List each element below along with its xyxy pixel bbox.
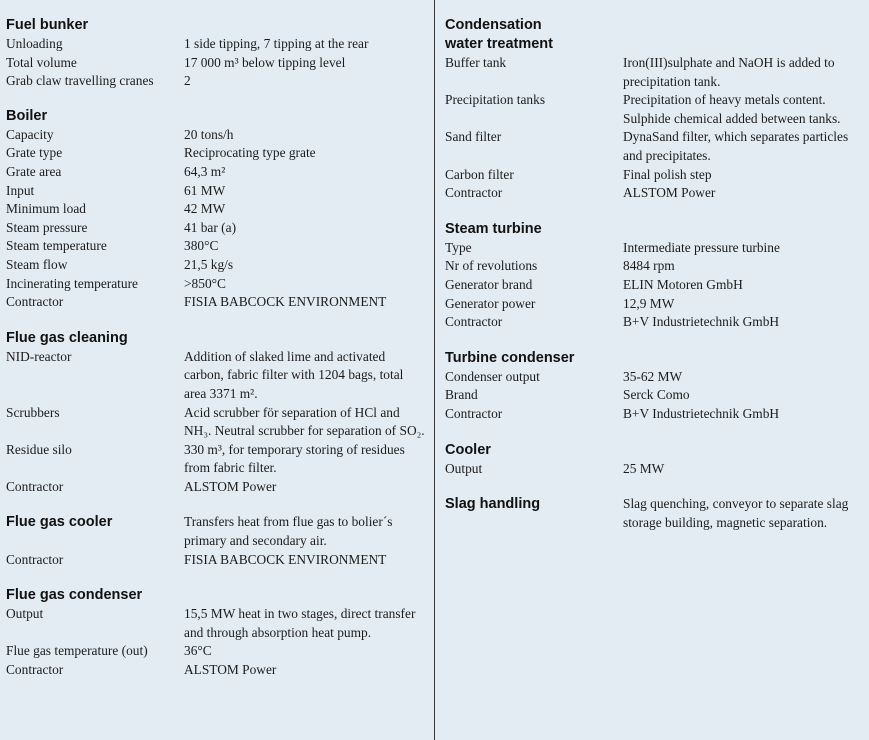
spec-value: Transfers heat from flue gas to bolier´s primary and secondary air. bbox=[184, 514, 393, 549]
spec-row bbox=[445, 276, 865, 295]
spec-row bbox=[445, 460, 865, 479]
spec-value: 21,5 kg/s bbox=[184, 256, 234, 272]
section-slag-handling bbox=[445, 478, 865, 532]
spec-label: Contractor bbox=[445, 314, 503, 330]
spec-value: Final polish step bbox=[623, 166, 712, 182]
spec-label: Scrubbers bbox=[6, 404, 60, 420]
spec-value: 2 bbox=[184, 73, 191, 89]
spec-value: ALSTOM Power bbox=[184, 478, 277, 494]
spec-value: 41 bar (a) bbox=[184, 219, 237, 235]
spec-row bbox=[6, 144, 426, 163]
spec-value: Slag quenching, conveyor to separate slag storage building, magnetic separation. bbox=[623, 496, 849, 530]
spec-label: Contractor bbox=[445, 405, 503, 421]
spec-row bbox=[6, 72, 426, 91]
spec-row bbox=[445, 239, 865, 258]
spec-label: Type bbox=[445, 239, 472, 255]
spec-value: 42 MW bbox=[184, 201, 226, 217]
spec-label: Brand bbox=[445, 387, 478, 403]
spec-label: Buffer tank bbox=[445, 55, 507, 70]
spec-value: 17 000 m³ below tipping level bbox=[184, 54, 346, 70]
spec-label: NID-reactor bbox=[6, 348, 72, 364]
spec-value: Iron(III)sulphate and NaOH is added to precipitation tank. bbox=[623, 55, 835, 89]
spec-row bbox=[445, 405, 865, 424]
spec-label: Output bbox=[6, 606, 44, 622]
spec-row bbox=[445, 295, 865, 314]
spec-value: FISIA BABCOCK ENVIRONMENT bbox=[184, 294, 387, 310]
spec-row bbox=[445, 386, 865, 405]
spec-value: Intermediate pressure turbine bbox=[623, 239, 780, 255]
spec-value: >850°C bbox=[184, 275, 226, 291]
section-boiler bbox=[6, 91, 426, 312]
section-heading: Flue gas cooler bbox=[6, 514, 113, 531]
spec-value: Precipitation of heavy metals content. Sulphide chemical added between tanks. bbox=[623, 92, 841, 126]
spec-value: 8484 rpm bbox=[623, 258, 675, 274]
section-heading: Turbine condenser bbox=[445, 349, 575, 366]
spec-row bbox=[6, 237, 426, 256]
spec-value: B+V Industrietechnik GmbH bbox=[623, 405, 780, 421]
section-turbine-condenser bbox=[445, 332, 865, 424]
spec-row bbox=[6, 293, 426, 312]
spec-label: Steam flow bbox=[6, 256, 68, 272]
spec-value: ALSTOM Power bbox=[623, 185, 716, 201]
spec-value: Reciprocating type grate bbox=[184, 145, 316, 161]
left-column bbox=[6, 0, 426, 680]
section-heading: Condensation water treatment bbox=[445, 17, 553, 52]
spec-value: 61 MW bbox=[184, 182, 226, 198]
spec-value: 20 tons/h bbox=[184, 126, 234, 142]
section-heading: Fuel bunker bbox=[6, 17, 89, 33]
spec-row bbox=[445, 495, 865, 532]
spec-row bbox=[445, 257, 865, 276]
spec-row bbox=[6, 219, 426, 238]
spec-value: DynaSand filter, which separates particles and precipitates. bbox=[623, 129, 849, 163]
spec-label: Generator brand bbox=[445, 276, 533, 292]
spec-label: Incinerating temperature bbox=[6, 275, 138, 291]
spec-label: Condenser output bbox=[445, 368, 540, 384]
spec-row bbox=[6, 661, 426, 680]
spec-label: Carbon filter bbox=[445, 166, 514, 182]
spec-row bbox=[6, 275, 426, 294]
spec-value: Serck Como bbox=[623, 387, 690, 403]
spec-value: 330 m³, for temporary storing of residues from fabric filter. bbox=[184, 441, 405, 476]
spec-value: 380°C bbox=[184, 238, 219, 254]
spec-label: Minimum load bbox=[6, 201, 86, 217]
spec-row bbox=[6, 551, 426, 570]
spec-value: FISIA BABCOCK ENVIRONMENT bbox=[184, 551, 387, 567]
spec-row bbox=[6, 163, 426, 182]
section-fuel-bunker bbox=[6, 0, 426, 91]
spec-value: 35-62 MW bbox=[623, 368, 683, 384]
spec-value: Acid scrubber för separation of HCl and NH₃. Neutral scrubber for separation of SO₂. bbox=[184, 404, 425, 439]
spec-label: Contractor bbox=[6, 551, 64, 567]
spec-row bbox=[445, 184, 865, 203]
spec-row bbox=[6, 478, 426, 497]
spec-value: 25 MW bbox=[623, 460, 665, 476]
spec-label: Grate type bbox=[6, 145, 63, 161]
spec-label: Nr of revolutions bbox=[445, 258, 538, 274]
spec-row bbox=[6, 642, 426, 661]
section-heading: Flue gas cleaning bbox=[6, 329, 128, 346]
spec-row bbox=[445, 128, 865, 165]
spec-label: Residue silo bbox=[6, 441, 72, 457]
spec-row bbox=[6, 404, 426, 441]
spec-label: Steam temperature bbox=[6, 238, 107, 254]
spec-value: 12,9 MW bbox=[623, 295, 675, 311]
spec-label: Contractor bbox=[445, 185, 503, 201]
section-heading: Steam turbine bbox=[445, 220, 542, 237]
spec-label: Sand filter bbox=[445, 129, 502, 145]
spec-row bbox=[445, 368, 865, 387]
spec-label: Generator power bbox=[445, 295, 536, 311]
spec-label: Grate area bbox=[6, 163, 62, 179]
spec-label: Precipitation tanks bbox=[445, 92, 546, 108]
spec-label: Grab claw travelling cranes bbox=[6, 73, 154, 89]
spec-value: B+V Industrietechnik GmbH bbox=[623, 314, 780, 330]
section-heading: Boiler bbox=[6, 107, 48, 124]
spec-label: Contractor bbox=[6, 294, 64, 310]
spec-label: Output bbox=[445, 460, 483, 476]
spec-row bbox=[445, 91, 865, 128]
spec-label: Total volume bbox=[6, 54, 77, 70]
section-flue-gas-cooler bbox=[6, 496, 426, 569]
spec-row bbox=[6, 126, 426, 145]
section-heading: Flue gas condenser bbox=[6, 587, 143, 604]
spec-row bbox=[6, 200, 426, 219]
column-divider bbox=[434, 0, 435, 740]
spec-value: ELIN Motoren GmbH bbox=[623, 276, 743, 292]
spec-value: 15,5 MW heat in two stages, direct transfer and through absorption heat pump. bbox=[184, 606, 416, 640]
spec-row bbox=[6, 605, 426, 642]
spec-value: ALSTOM Power bbox=[184, 662, 277, 678]
spec-row bbox=[6, 513, 426, 550]
spec-value: 36°C bbox=[184, 643, 212, 659]
spec-label: Flue gas temperature (out) bbox=[6, 643, 148, 659]
spec-row bbox=[6, 256, 426, 275]
spec-value: 1 side tipping, 7 tipping at the rear bbox=[184, 36, 369, 51]
spec-value: 64,3 m² bbox=[184, 163, 226, 179]
spec-row bbox=[445, 166, 865, 185]
spec-label: Contractor bbox=[6, 662, 64, 678]
section-flue-gas-cleaning bbox=[6, 312, 426, 497]
spec-row bbox=[6, 182, 426, 201]
right-column bbox=[445, 0, 865, 532]
spec-label: Unloading bbox=[6, 36, 63, 51]
section-flue-gas-condenser bbox=[6, 569, 426, 679]
spec-row bbox=[6, 441, 426, 478]
spec-row bbox=[6, 54, 426, 73]
spec-value: Addition of slaked lime and activated carbon, fabric filter with 1204 bags, total area 3371 m². bbox=[184, 348, 404, 401]
spec-row bbox=[445, 54, 865, 91]
spec-row bbox=[6, 348, 426, 404]
spec-label: Contractor bbox=[6, 478, 64, 494]
section-condensation-water-treatment bbox=[445, 0, 865, 203]
spec-row bbox=[6, 35, 426, 54]
spec-label: Steam pressure bbox=[6, 219, 88, 235]
section-steam-turbine bbox=[445, 203, 865, 332]
spec-label: Capacity bbox=[6, 126, 54, 142]
section-heading: Slag handling bbox=[445, 496, 541, 513]
section-cooler bbox=[445, 424, 865, 479]
spec-label: Input bbox=[6, 182, 35, 198]
section-heading: Cooler bbox=[445, 441, 491, 458]
spec-row bbox=[445, 313, 865, 332]
